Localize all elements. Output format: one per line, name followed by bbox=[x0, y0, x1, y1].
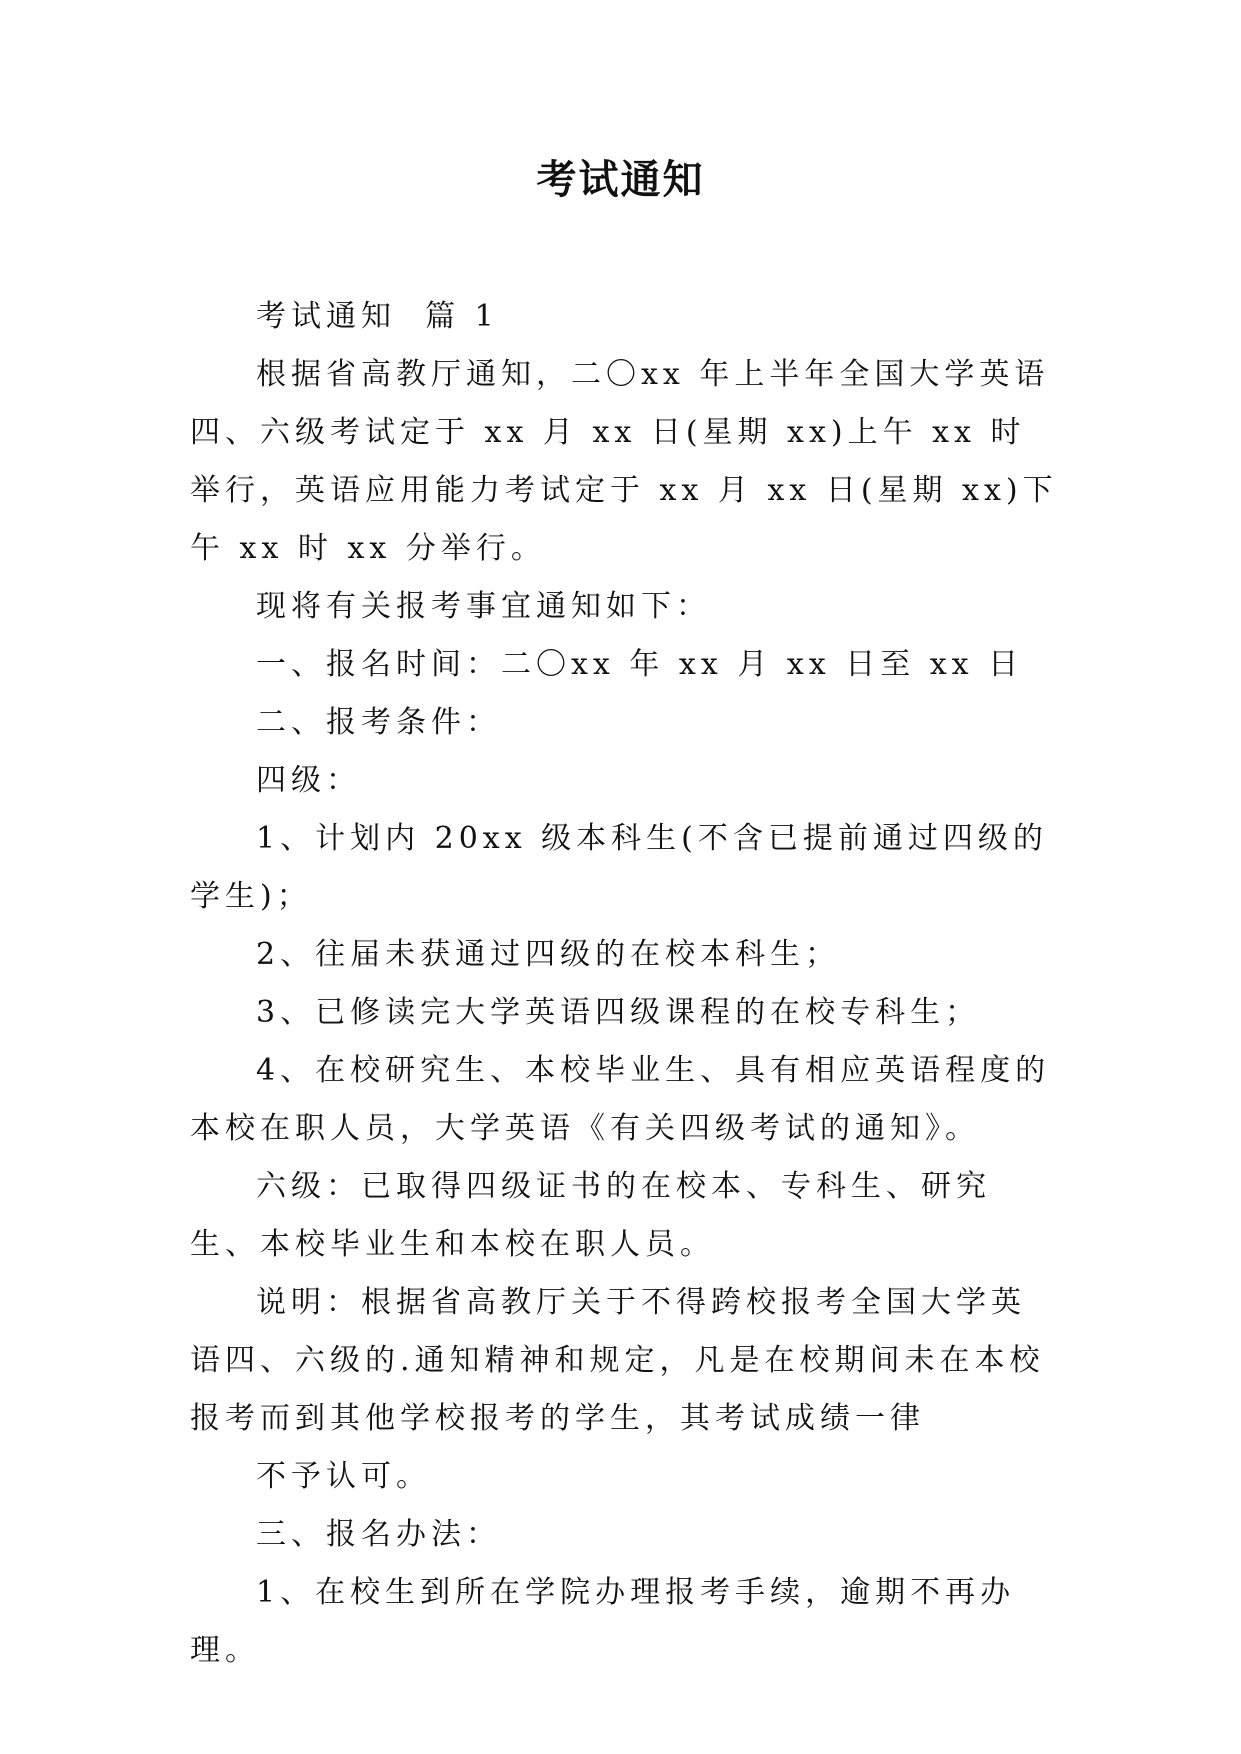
paragraph: 六级：已取得四级证书的在校本、专科生、研究生、本校毕业生和本校在职人员。 bbox=[190, 1169, 991, 1262]
paragraph: 现将有关报考事宜通知如下： bbox=[256, 589, 711, 624]
document-title: 考试通知 bbox=[536, 156, 705, 203]
paragraph: 2、往届未获通过四级的在校本科生； bbox=[256, 937, 841, 972]
paragraph: 四级： bbox=[256, 763, 361, 798]
document-body bbox=[190, 288, 1060, 1680]
paragraph: 根据省高教厅通知，二〇xx 年上半年全国大学英语四、六级考试定于 xx 月 xx 日(星期 xx)上午 xx 时举行，英语应用能力考试定于 xx 月 xx 日(星期 xx)下午 xx 时 xx 分举行。 bbox=[190, 357, 1058, 566]
paragraph: 3、已修读完大学英语四级课程的在校专科生； bbox=[256, 995, 981, 1030]
section-heading: 考试通知 篇 1 bbox=[256, 299, 499, 334]
paragraph: 说明：根据省高教厅关于不得跨校报考全国大学英语四、六级的.通知精神和规定，凡是在校期间未在本校报考而到其他学校报考的学生，其考试成绩一律 bbox=[190, 1285, 1045, 1436]
paragraph: 1、在校生到所在学院办理报考手续，逾期不再办理。 bbox=[190, 1575, 1016, 1668]
paragraph: 一、报名时间：二〇xx 年 xx 月 xx 日至 xx 日 bbox=[256, 647, 1024, 682]
paragraph: 三、报名办法： bbox=[256, 1517, 501, 1552]
paragraph: 不予认可。 bbox=[256, 1459, 431, 1494]
paragraph: 1、计划内 20xx 级本科生(不含已提前通过四级的学生)； bbox=[190, 821, 1048, 914]
paragraph: 二、报考条件： bbox=[256, 705, 501, 740]
paragraph: 4、在校研究生、本校毕业生、具有相应英语程度的本校在职人员，大学英语《有关四级考试的通知》。 bbox=[190, 1053, 1051, 1146]
